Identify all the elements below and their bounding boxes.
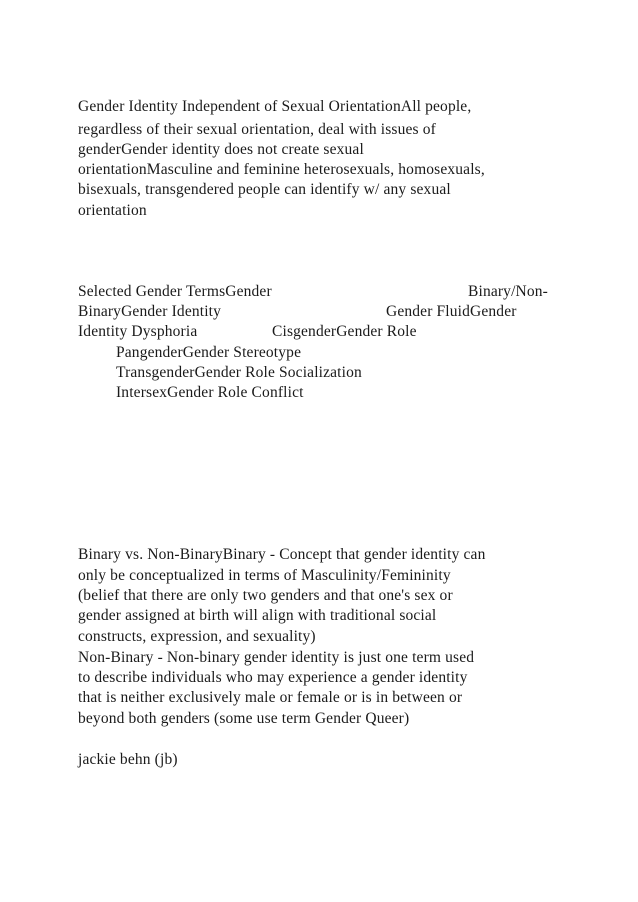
terms-row2-left: BinaryGender Identity [78,303,222,320]
section3-line: to describe individuals who may experience a gender identity [78,669,468,686]
section3-line: that is neither exclusively male or female or is in between or [78,689,463,706]
terms-indented-line: TransgenderGender Role Socialization [116,364,362,381]
section3-line: Non-Binary - Non-binary gender identity is just one term used [78,649,475,666]
section3-line: constructs, expression, and sexuality) [78,628,316,645]
section1-line: regardless of their sexual orientation, deal with issues of [78,121,436,138]
section3-line: only be conceptualized in terms of Masculinity/Femininity [78,567,451,584]
section1-line: bisexuals, transgendered people can identify w/ any sexual [78,181,451,198]
section3-line: (belief that there are only two genders and that one's sex or [78,587,453,604]
section1-line: orientation [78,202,147,219]
author-signature: jackie behn (jb) [78,751,178,768]
terms-indented-line: PangenderGender Stereotype [116,344,302,361]
section1-line: orientationMasculine and feminine heterosexuals, homosexuals, [78,161,485,178]
terms-indented-line: IntersexGender Role Conflict [116,384,304,401]
terms-row3-right: CisgenderGender Role [272,323,417,340]
terms-row2-right: Gender FluidGender [386,303,517,320]
terms-row3-left: Identity Dysphoria [78,323,198,340]
section3-line: gender assigned at birth will align with traditional social [78,607,437,624]
section1-line: genderGender identity does not create sexual [78,141,364,158]
section1-line: Gender Identity Independent of Sexual OrientationAll people, [78,98,472,115]
section3-line: beyond both genders (some use term Gender Queer) [78,710,410,727]
terms-row1-left: Selected Gender TermsGender [78,283,272,300]
section3-line: Binary vs. Non-BinaryBinary - Concept that gender identity can [78,546,486,563]
terms-row1-right: Binary/Non- [468,283,548,300]
